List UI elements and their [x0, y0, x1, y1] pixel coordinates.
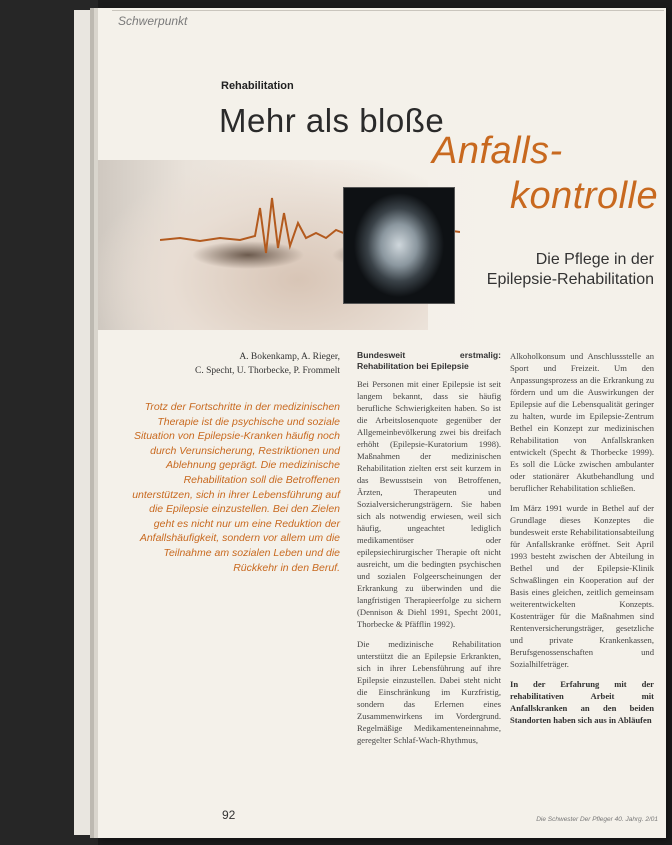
article-intro: Trotz der Fortschritte in der medizinischen Therapie ist die psychische und soziale Situation von Epilepsie-Kranken häufig noch durch Verunsicherung, Restriktionen und Ablehnung geprägt. Die medizinische Rehabilitation soll die Betroffenen unterstützen, sich in ihrer Lebensführung auf die Epilepsie einzustellen. Bei den Zielen geht es nicht nur um eine Reduktion der Anfallshäufigkeit, sondern vor allem um die Teilnahme am sozialen Leben und die Rückkehr in den Beruf.: [132, 401, 340, 574]
section-label: Schwerpunkt: [118, 14, 188, 28]
authors-line1: A. Bokenkamp, A. Rieger,: [239, 352, 340, 362]
body-paragraph: Alkoholkonsum und Anschlussstelle an Sport und Freizeit. Um den Anpassungsprozess an die Erkrankung zu fördern und um die Auswirkungen der Epilepsie auf die Lebensqualität geringer zu halten, wurde im Epilepsie-Zentrum Bethel ein Konzept zur medizinischen Rehabilitation von Anfallskranken entwickelt (Specht & Thorbecke 1999). Es soll die Lücke zwischen ambulanter oder stationärer Akutbehandlung und beruflicher Rehabilitation schließen.: [510, 351, 654, 493]
body-paragraph: Die medizinische Rehabilitation unterstützt die an Epilepsie Erkrankten, sich in ihrer Lebensführung auf ihre Epilepsie einzustellen. Dabei steht nicht die Einschränkung im Kurzfristig, sondern das Erlernen eines Zusammenwirkens im Vordergrund. Regelmäßige Medikamenteneinnahme, geregelter Schlaf-Wach-Rhythmus,: [357, 639, 501, 745]
body-paragraph: In der Erfahrung mit der rehabilitativen Arbeit mit Anfallskranken an den beiden Standorten haben sich aus in Abläufen: [510, 679, 654, 725]
article-subtitle: [434, 250, 654, 290]
article-kicker: Rehabilitation: [221, 80, 294, 92]
body-column-3: [510, 350, 654, 734]
authors-line2: C. Specht, U. Thorbecke, P. Frommelt: [195, 366, 340, 376]
article-title-line2: Anfalls-: [432, 130, 563, 172]
article-authors: [150, 350, 340, 378]
body-column-2: [357, 350, 501, 754]
subtitle-line1: Die Pflege in der: [535, 251, 654, 268]
subtitle-line2: Epilepsie-Rehabilitation: [486, 271, 654, 288]
body-paragraph: Im März 1991 wurde in Bethel auf der Grundlage dieses Konzeptes die bundesweit erste Rehabilitationsabteilung für Anfallskranke eröffnet. Seit April 1993 besteht zwischen der Abteilung in Bethel und der Epilepsie-Klinik Schwaßlingen ein Kooperation auf der Basis eines gleichen, zeitlich gemeinsam weiterentwickelten Konzepts. Kostenträger für die Maßnahmen sind Rentenversicherungsträger, gesetzliche und private Krankenkassen, Berufsgenossenschaften und Sozialhilfeträger.: [510, 503, 654, 669]
body-paragraph: Bei Personen mit einer Epilepsie ist seit langem bekannt, dass sie häufig berufliche Schwierigkeiten haben. So ist die Arbeitslosenquote gegenüber der Allgemeinbevölkerung zwei bis dreifach erhöht (Epilepsie-Kuratorium 1998). Maßnahmen der medizinischen Rehabilitation zielten erst seit kurzem in das Bewusstsein von Betroffenen, Ärzten, Therapeuten und Sozialversicherungsträgern. Sie haben sich als notwendig erwiesen, weil sich häufig, ungeachtet lediglich medikamentöser oder epilepsiechirurgischer Therapie oft nicht ausreicht, um die bedingten psychischen und sozialen Folgeerscheinungen der Erkrankung zu überwinden und die langfristigen Therapieerfolge zu sichern (Dennison & Diehl 1991, Specht 2001, Thorbecke & Pfäfflin 1992).: [357, 379, 501, 629]
page-number: 92: [222, 808, 236, 822]
article-title-line3: kontrolle: [510, 175, 659, 217]
section-heading: Bundesweit erstmalig: Rehabilitation bei Epilepsie: [357, 350, 501, 371]
article-title-line1: Mehr als bloße: [219, 102, 445, 139]
page-footer: Die Schwester Der Pfleger 40. Jahrg. 2/01: [536, 816, 658, 823]
header-rule: [112, 10, 664, 11]
page-edge-stack: [74, 10, 98, 835]
